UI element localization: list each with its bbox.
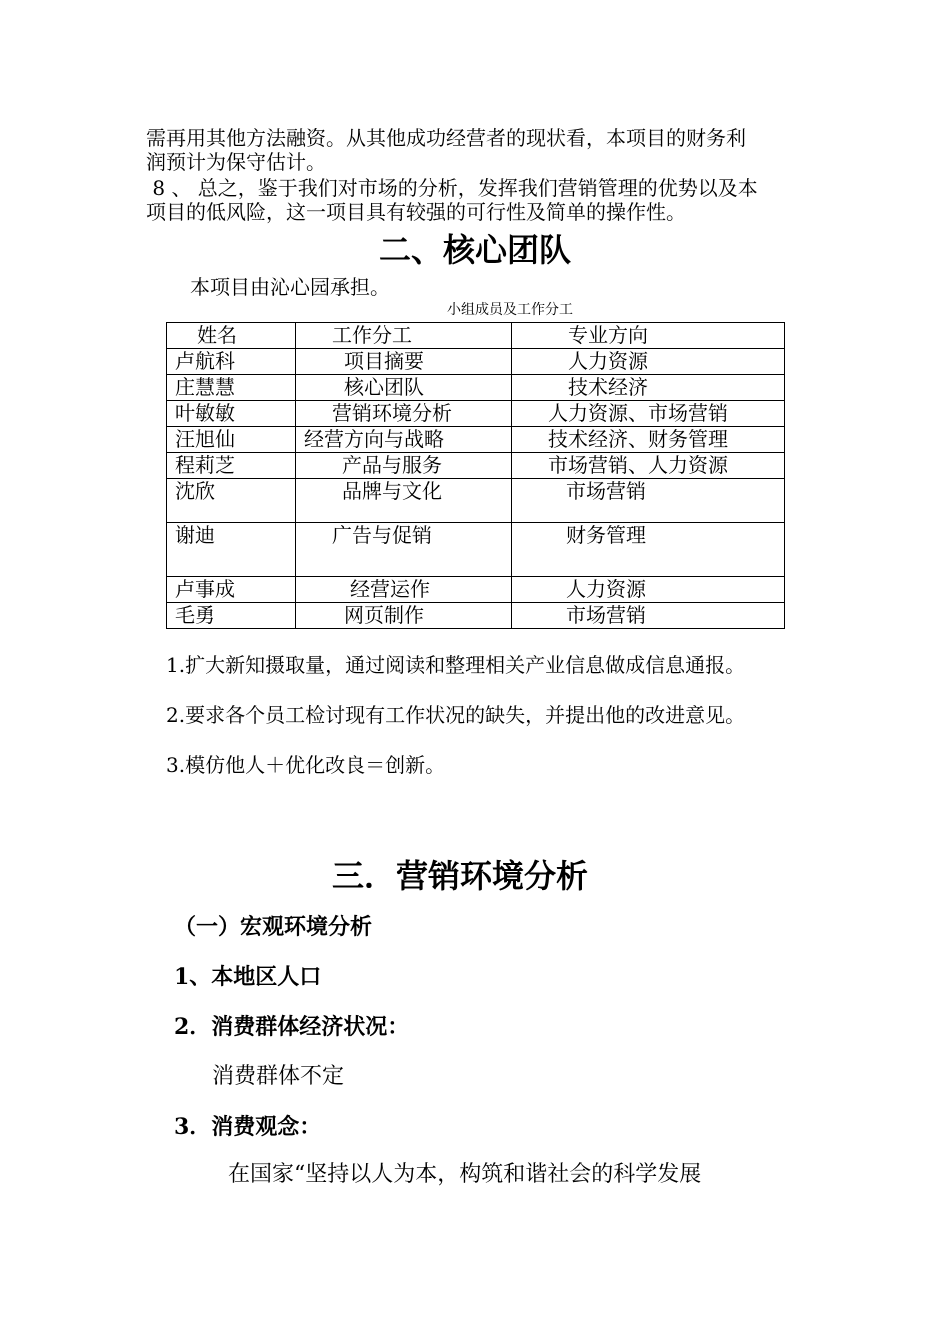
cell-task: 核心团队 — [296, 375, 512, 401]
paragraph-line: 8 、 总之，鉴于我们对市场的分析，发挥我们营销管理的优势以及本 — [146, 176, 758, 200]
table-caption: 小组成员及工作分工 — [447, 302, 573, 318]
table-row — [167, 523, 785, 577]
section-heading-core-team: 二、核心团队 — [378, 231, 571, 269]
cell-major: 市场营销、人力资源 — [512, 453, 785, 479]
cell-task: 产品与服务 — [296, 453, 512, 479]
cell-task: 品牌与文化 — [296, 479, 512, 523]
cell-major: 人力资源 — [512, 349, 785, 375]
cell-task: 营销环境分析 — [296, 401, 512, 427]
table-row — [167, 479, 785, 523]
table-row — [167, 577, 785, 603]
list-item: 3.模仿他人＋优化改良＝创新。 — [166, 753, 446, 777]
cell-task: 网页制作 — [296, 603, 512, 629]
list-item: 1.扩大新知摄取量，通过阅读和整理相关产业信息做成信息通报。 — [166, 653, 746, 677]
subheading-macro-environment: （一）宏观环境分析 — [174, 914, 373, 940]
cell-major: 人力资源、市场营销 — [512, 401, 785, 427]
team-table — [166, 322, 785, 629]
cell-major: 市场营销 — [512, 603, 785, 629]
section-heading-marketing-environment: 三．营销环境分析 — [331, 857, 588, 895]
table-row — [167, 427, 785, 453]
cell-name: 卢事成 — [167, 577, 296, 603]
cell-task: 经营运作 — [296, 577, 512, 603]
table-row — [167, 375, 785, 401]
cell-name: 谢迪 — [167, 523, 296, 577]
header-cell-task: 工作分工 — [296, 323, 512, 349]
table-row — [167, 453, 785, 479]
cell-name: 沈欣 — [167, 479, 296, 523]
paragraph-line: 润预计为保守估计。 — [146, 150, 326, 174]
table-header-row — [167, 323, 785, 349]
item-body-economy: 消费群体不定 — [212, 1064, 345, 1089]
cell-name: 毛勇 — [167, 603, 296, 629]
cell-major: 技术经济、财务管理 — [512, 427, 785, 453]
list-item: 2.要求各个员工检讨现有工作状况的缺失，并提出他的改进意见。 — [166, 703, 746, 727]
item-heading-economy: 2．消费群体经济状况： — [174, 1014, 410, 1040]
undertake-text: 本项目由沁心园承担。 — [190, 275, 390, 299]
paragraph-line: 需再用其他方法融资。从其他成功经营者的现状看，本项目的财务利 — [146, 126, 746, 150]
cell-major: 市场营销 — [512, 479, 785, 523]
cell-major: 技术经济 — [512, 375, 785, 401]
cell-task: 经营方向与战略 — [296, 427, 512, 453]
table-row — [167, 603, 785, 629]
cell-name: 程莉芝 — [167, 453, 296, 479]
item-body-consumption-concept: 在国家“坚持以人为本，构筑和谐社会的科学发展 — [228, 1162, 702, 1187]
paragraph-line: 项目的低风险，这一项目具有较强的可行性及简单的操作性。 — [146, 200, 686, 224]
header-cell-name: 姓名 — [167, 323, 296, 349]
cell-name: 卢航科 — [167, 349, 296, 375]
item-heading-population: 1、本地区人口 — [174, 964, 322, 990]
cell-name: 庄慧慧 — [167, 375, 296, 401]
cell-task: 广告与促销 — [296, 523, 512, 577]
cell-major: 人力资源 — [512, 577, 785, 603]
cell-task: 项目摘要 — [296, 349, 512, 375]
item-heading-consumption-concept: 3．消费观念： — [174, 1114, 322, 1140]
table-row — [167, 401, 785, 427]
cell-name: 叶敏敏 — [167, 401, 296, 427]
cell-major: 财务管理 — [512, 523, 785, 577]
cell-name: 汪旭仙 — [167, 427, 296, 453]
table-row — [167, 349, 785, 375]
header-cell-major: 专业方向 — [512, 323, 785, 349]
